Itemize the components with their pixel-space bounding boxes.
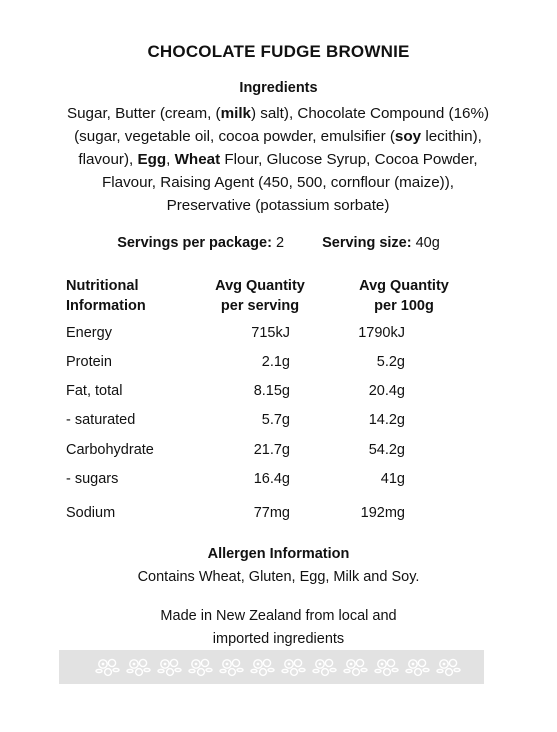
nutrient-per-100g: 1790kJ <box>358 325 405 341</box>
nutrition-row <box>0 502 557 524</box>
nutrition-row <box>0 380 557 402</box>
ingredient-text-segment: lecithin), flavour), <box>78 128 482 168</box>
ingredient-text-segment: Sugar, Butter (cream, ( <box>66 105 221 122</box>
nutrient-per-serving: 8.15g <box>253 383 290 399</box>
nutrient-per-serving: 16.4g <box>253 471 290 487</box>
nutrition-header-per-serving: Avg Quantity per serving <box>215 278 305 314</box>
origin-statement <box>0 605 557 651</box>
ingredients-text <box>58 102 498 217</box>
nutrient-name: - saturated <box>66 412 136 428</box>
rose-flower-icon <box>158 659 181 675</box>
ingredient-text-segment: Flour, Glucose Syrup, Cocoa Powder, Flavour, Raising Agent (450, 500, cornflour (maize)), Preservative (potassium sorbate) <box>101 151 478 214</box>
rose-flower-icon <box>220 659 243 675</box>
allergen-heading: Allergen Information <box>207 546 350 562</box>
origin-line-1: Made in New Zealand from local and <box>160 608 397 624</box>
rose-flower-icon <box>251 659 274 675</box>
decorative-footer-band <box>59 650 484 684</box>
nutrition-row <box>0 409 557 431</box>
nutrient-per-100g: 41g <box>380 471 405 487</box>
serving-size-label: Serving size: <box>322 235 412 251</box>
rose-flower-pattern <box>59 650 484 684</box>
ingredients-heading: Ingredients <box>239 80 318 96</box>
ingredient-text-segment: ) salt), Chocolate Compound (16%) (sugar, vegetable oil, cocoa powder, emulsifier ( <box>74 105 490 145</box>
nutrient-per-serving: 2.1g <box>261 354 290 370</box>
servings-line <box>0 235 557 251</box>
ingredient-allergen: Wheat <box>174 151 221 168</box>
ingredient-allergen: soy <box>394 128 422 145</box>
nutrient-per-100g: 192mg <box>360 505 405 521</box>
rose-flower-icon <box>313 659 336 675</box>
nutrient-name: Protein <box>66 354 112 370</box>
nutrient-name: - sugars <box>66 471 119 487</box>
nutrient-per-serving: 21.7g <box>253 442 290 458</box>
rose-flower-icon <box>189 659 212 675</box>
nutrient-per-serving: 715kJ <box>251 325 290 341</box>
nutrition-row <box>0 439 557 461</box>
nutrient-per-100g: 20.4g <box>368 383 405 399</box>
nutrition-header-per-100g: Avg Quantity per 100g <box>359 278 449 314</box>
nutrition-row <box>0 351 557 373</box>
ingredient-text-segment: , <box>166 151 175 168</box>
origin-line-2: imported ingredients <box>212 631 345 647</box>
nutrient-per-100g: 5.2g <box>376 354 405 370</box>
nutrient-per-serving: 5.7g <box>261 412 290 428</box>
nutrient-name: Carbohydrate <box>66 442 154 458</box>
rose-flower-icon <box>406 659 429 675</box>
nutrient-per-100g: 54.2g <box>368 442 405 458</box>
nutrient-name: Fat, total <box>66 383 123 399</box>
nutrition-header-name: Nutritional Information <box>66 278 146 314</box>
allergen-text: Contains Wheat, Gluten, Egg, Milk and Soy. <box>137 569 420 585</box>
rose-flower-icon <box>344 659 367 675</box>
ingredient-allergen: Egg <box>137 151 167 168</box>
nutrient-per-100g: 14.2g <box>368 412 405 428</box>
rose-flower-icon <box>437 659 460 675</box>
nutrient-per-serving: 77mg <box>253 505 290 521</box>
servings-per-package-value: 2 <box>275 235 285 251</box>
nutrition-row <box>0 468 557 490</box>
rose-flower-icon <box>375 659 398 675</box>
servings-per-package-label: Servings per package: <box>117 235 272 251</box>
rose-flower-icon <box>96 659 119 675</box>
nutrient-name: Energy <box>66 325 112 341</box>
nutrient-name: Sodium <box>66 505 116 521</box>
rose-flower-icon <box>282 659 305 675</box>
product-title: CHOCOLATE FUDGE BROWNIE <box>147 42 410 61</box>
serving-size-value: 40g <box>415 235 440 251</box>
rose-flower-icon <box>127 659 150 675</box>
ingredient-allergen: milk <box>220 105 251 122</box>
nutrition-row <box>0 322 557 344</box>
